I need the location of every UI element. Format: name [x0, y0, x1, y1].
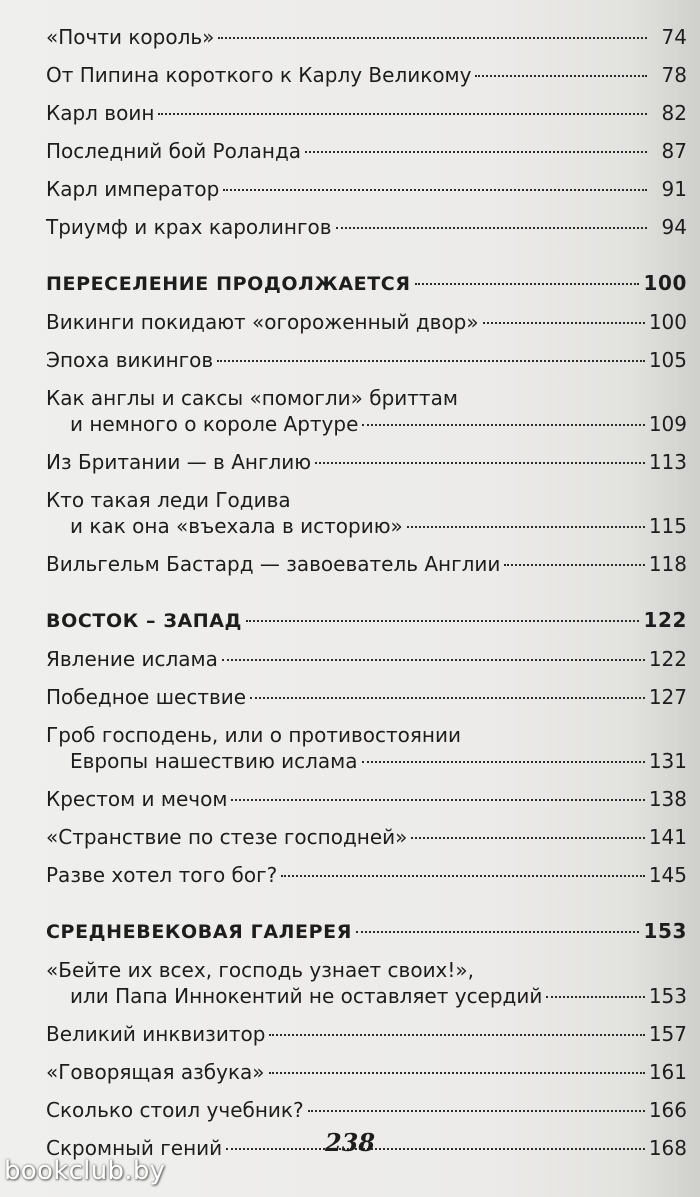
entry-title: Победное шествие: [46, 685, 247, 709]
dot-leader: [223, 189, 647, 191]
toc-entry: [46, 1059, 687, 1085]
entry-page: 138: [648, 787, 687, 811]
section-page: 122: [643, 608, 687, 632]
dot-leader: [305, 151, 647, 153]
toc-entry: [46, 176, 687, 202]
entry-title: Великий инквизитор: [46, 1022, 266, 1046]
entry-title: Триумф и крах каролингов: [46, 215, 332, 239]
entry-title: Как англы и саксы «помогли» бриттам: [46, 386, 458, 410]
dot-leader: [315, 462, 645, 464]
entry-page: 161: [648, 1060, 687, 1084]
entry-page: 153: [648, 984, 687, 1008]
entry-page: 113: [648, 450, 687, 474]
entry-page: 141: [648, 825, 687, 849]
entry-title: Кто такая леди Годива: [46, 488, 291, 512]
dot-leader: [362, 761, 645, 763]
toc-group: [46, 270, 687, 577]
dot-leader: [407, 526, 645, 528]
entry-page: 105: [648, 348, 687, 372]
dot-leader: [222, 659, 645, 661]
entry-page: 109: [648, 412, 687, 436]
entry-page: 131: [648, 749, 687, 773]
entry-page: 94: [661, 215, 687, 239]
entry-title: «Бейте их всех, господь узнает своих!»,: [46, 958, 475, 982]
toc-entry: [46, 824, 687, 850]
toc-entry: [46, 1097, 687, 1123]
toc-entry: [46, 138, 687, 164]
dot-leader: [269, 1034, 644, 1036]
entry-title: Карл император: [46, 177, 220, 201]
dot-leader: [475, 75, 647, 77]
section-heading: [46, 607, 687, 634]
entry-title: и как она «въехала в историю»: [70, 514, 403, 538]
toc-group: [46, 24, 687, 240]
dot-leader: [415, 283, 640, 285]
dot-leader: [504, 564, 644, 566]
toc-entry: [46, 62, 687, 88]
toc-entry: [46, 862, 687, 888]
entry-title: Разве хотел того бог?: [46, 863, 278, 887]
toc-entry: [46, 551, 687, 577]
toc-entry: [46, 684, 687, 710]
toc-entry: [46, 786, 687, 812]
toc-entry: [46, 214, 687, 240]
entry-title: Карл воин: [46, 101, 155, 125]
entry-title: Крестом и мечом: [46, 787, 228, 811]
entry-title: Последний бой Роланда: [46, 139, 302, 163]
entry-title: Европы нашествию ислама: [70, 749, 358, 773]
section-title: ПЕРЕСЕЛЕНИЕ ПРОДОЛЖАЕТСЯ: [46, 273, 411, 295]
entry-title: «Почти король»: [46, 25, 215, 49]
toc-entry: [46, 487, 687, 539]
entry-page: 127: [648, 685, 687, 709]
watermark: bookclub.by: [4, 1156, 166, 1186]
toc-entry: [46, 309, 687, 335]
toc-entry: [46, 100, 687, 126]
dot-leader: [231, 799, 644, 801]
entry-title: Вильгельм Бастард — завоеватель Англии: [46, 552, 501, 576]
entry-title: Викинги покидают «огороженный двор»: [46, 310, 479, 334]
entry-title: Сколько стоил учебник?: [46, 1098, 304, 1122]
dot-leader: [269, 1072, 645, 1074]
entry-page: 74: [661, 25, 687, 49]
entry-title: Явление ислама: [46, 647, 218, 671]
entry-page: 166: [648, 1098, 687, 1122]
entry-page: 157: [648, 1022, 687, 1046]
section-title: ВОСТОК – ЗАПАД: [46, 610, 243, 632]
entry-page: 118: [648, 552, 687, 576]
entry-page: 145: [648, 863, 687, 887]
entry-page: 100: [648, 310, 687, 334]
toc-group: [46, 918, 687, 1161]
section-page: 153: [643, 919, 687, 943]
dot-leader: [362, 424, 644, 426]
page-number: 238: [324, 1128, 376, 1157]
dot-leader: [218, 37, 647, 39]
entry-page: 115: [648, 514, 687, 538]
dot-leader: [308, 1110, 645, 1112]
entry-page: 122: [648, 647, 687, 671]
toc-group: [46, 607, 687, 888]
table-of-contents: [46, 24, 687, 1173]
toc-entry: [46, 347, 687, 373]
toc-entry: [46, 449, 687, 475]
entry-page: 168: [648, 1136, 687, 1160]
toc-entry: [46, 957, 687, 1009]
dot-leader: [356, 931, 640, 933]
entry-page: 87: [661, 139, 687, 163]
entry-title: или Папа Иннокентий не оставляет усердий: [70, 984, 543, 1008]
entry-page: 78: [661, 63, 687, 87]
toc-entry: [46, 385, 687, 437]
section-title: СРЕДНЕВЕКОВАЯ ГАЛЕРЕЯ: [46, 921, 352, 943]
toc-entry: [46, 722, 687, 774]
dot-leader: [281, 875, 645, 877]
toc-entry: [46, 1021, 687, 1047]
entry-page: 91: [661, 177, 687, 201]
section-heading: [46, 918, 687, 945]
toc-entry: [46, 646, 687, 672]
dot-leader: [158, 113, 647, 115]
entry-title: Скромный гений: [46, 1136, 223, 1160]
section-page: 100: [643, 271, 687, 295]
entry-title: «Странствие по стезе господней»: [46, 825, 408, 849]
dot-leader: [483, 322, 645, 324]
entry-page: 82: [661, 101, 687, 125]
dot-leader: [250, 697, 645, 699]
entry-title: От Пипина короткого к Карлу Великому: [46, 63, 472, 87]
dot-leader: [336, 227, 647, 229]
entry-title: и немного о короле Артуре: [70, 412, 359, 436]
dot-leader: [411, 837, 644, 839]
entry-title: Эпоха викингов: [46, 348, 214, 372]
entry-title: Гроб господень, или о противостоянии: [46, 723, 461, 747]
toc-entry: [46, 24, 687, 50]
entry-title: «Говорящая азбука»: [46, 1060, 265, 1084]
dot-leader: [217, 360, 645, 362]
entry-title: Из Британии — в Англию: [46, 450, 312, 474]
dot-leader: [546, 996, 644, 998]
dot-leader: [246, 620, 639, 622]
section-heading: [46, 270, 687, 297]
